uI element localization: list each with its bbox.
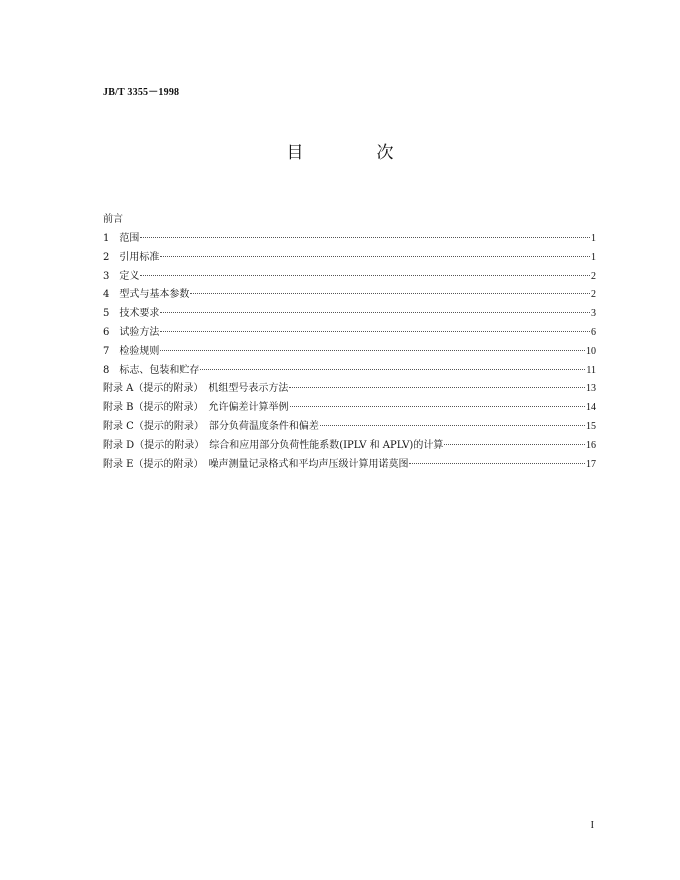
toc-dot-leader	[289, 387, 585, 388]
toc-entry-page: 17	[586, 458, 596, 470]
toc-entry[interactable]	[103, 271, 596, 290]
table-of-contents	[103, 214, 596, 477]
toc-entry-label: 2 引用标准	[103, 251, 160, 263]
toc-entry-label: 3 定义	[103, 270, 140, 282]
toc-dot-leader	[200, 369, 585, 370]
toc-dot-leader	[444, 444, 585, 445]
page-title: 目 次	[286, 143, 422, 163]
toc-dot-leader	[160, 256, 590, 257]
toc-entry[interactable]	[103, 459, 596, 478]
toc-dot-leader	[160, 312, 590, 313]
toc-entry[interactable]	[103, 421, 596, 440]
toc-entry[interactable]	[103, 440, 596, 459]
toc-preface: 前言	[103, 214, 123, 225]
toc-entry-page: 14	[586, 402, 596, 414]
toc-entry-label: 1 范围	[103, 233, 140, 244]
toc-entry[interactable]	[103, 402, 596, 421]
toc-entry[interactable]	[103, 289, 596, 308]
toc-entry-page: 15	[586, 420, 596, 432]
toc-dot-leader	[140, 237, 590, 238]
toc-entry-label: 附录 B（提示的附录） 允许偏差计算举例	[103, 402, 289, 414]
toc-entry-page: 1	[591, 251, 596, 263]
toc-entry-label: 5 技术要求	[103, 308, 160, 320]
toc-dot-leader	[160, 350, 585, 351]
toc-entry-label: 附录 D（提示的附录） 综合和应用部分负荷性能系数(IPLV 和 APLV)的计算	[103, 439, 444, 451]
toc-entry-page: 10	[586, 345, 596, 357]
toc-entry[interactable]	[103, 308, 596, 327]
toc-entry-label: 附录 A（提示的附录） 机组型号表示方法	[103, 383, 289, 395]
toc-entry-page: 3	[591, 308, 596, 320]
toc-dot-leader	[190, 293, 590, 294]
footer-page-number: I	[590, 820, 594, 831]
toc-entries	[103, 233, 596, 477]
toc-entry[interactable]	[103, 233, 596, 252]
toc-entry[interactable]	[103, 383, 596, 402]
toc-entry-page: 13	[586, 383, 596, 395]
toc-entry-page: 2	[591, 289, 596, 301]
toc-entry-label: 附录 C（提示的附录） 部分负荷温度条件和偏差	[103, 420, 319, 432]
toc-dot-leader	[160, 331, 590, 332]
toc-entry[interactable]	[103, 346, 596, 365]
toc-dot-leader	[409, 463, 585, 464]
toc-entry[interactable]	[103, 365, 596, 384]
toc-entry-page: 6	[591, 326, 596, 338]
toc-entry-label: 8 标志、包装和贮存	[103, 364, 200, 376]
toc-entry-label: 4 型式与基本参数	[103, 289, 190, 301]
toc-entry-page: 2	[591, 270, 596, 282]
standard-code: JB/T 3355－1998	[103, 87, 180, 98]
toc-entry-page: 11	[586, 364, 596, 376]
toc-entry-page: 1	[591, 233, 596, 244]
toc-entry-label: 7 检验规则	[103, 345, 160, 357]
toc-dot-leader	[140, 275, 590, 276]
toc-dot-leader	[320, 425, 585, 426]
toc-entry[interactable]	[103, 252, 596, 271]
toc-entry-label: 6 试验方法	[103, 326, 160, 338]
toc-entry[interactable]	[103, 327, 596, 346]
toc-entry-label: 附录 E（提示的附录） 噪声测量记录格式和平均声压级计算用诺莫图	[103, 458, 409, 470]
toc-entry-page: 16	[586, 439, 596, 451]
toc-dot-leader	[290, 406, 585, 407]
